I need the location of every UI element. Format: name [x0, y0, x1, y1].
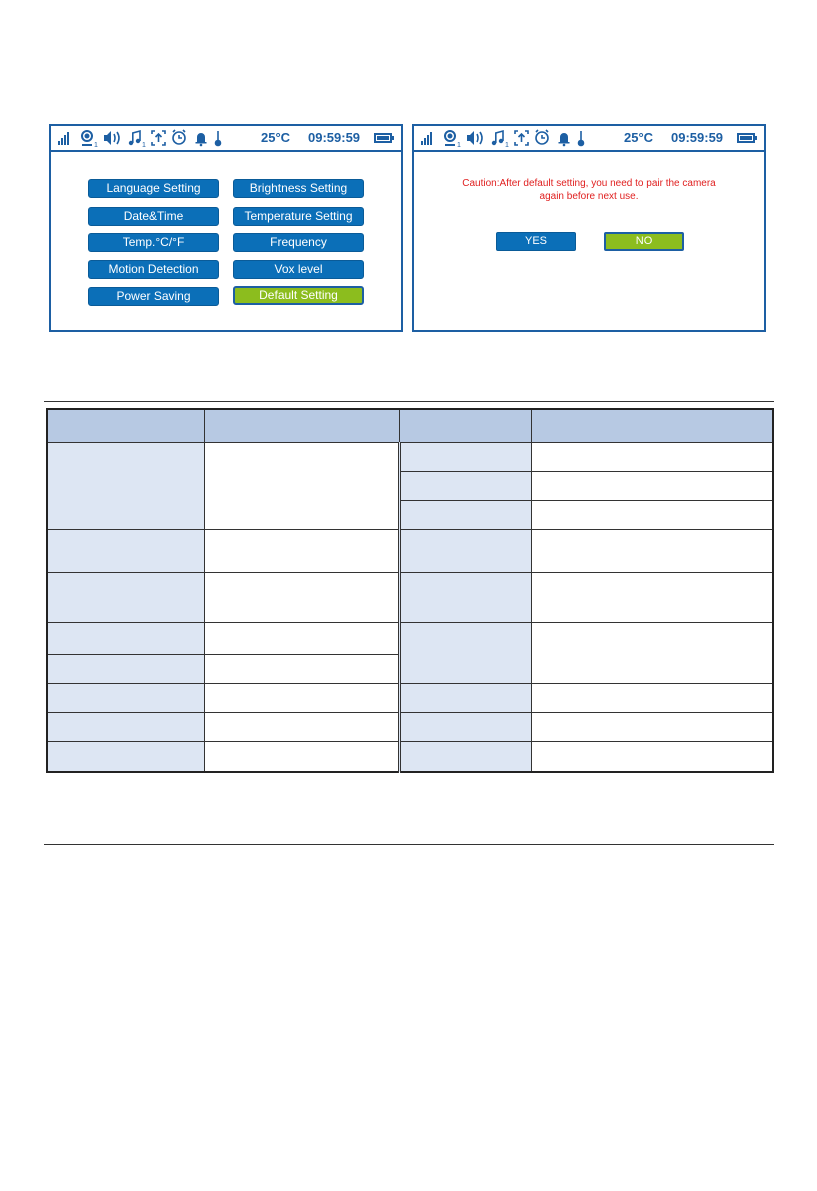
table-cell [399, 442, 531, 471]
table-cell [531, 529, 773, 572]
music-icon [129, 131, 140, 145]
status-icons [51, 126, 241, 150]
caution-line-2: again before next use. [539, 191, 639, 202]
caution-message [414, 177, 764, 203]
table-row [47, 572, 773, 622]
menu-date-time[interactable]: Date&Time [88, 207, 219, 226]
table-cell [399, 622, 531, 683]
menu-power-saving[interactable]: Power Saving [88, 287, 219, 306]
menu-language-setting[interactable]: Language Setting [88, 179, 219, 198]
alarm-clock-icon [173, 130, 185, 144]
camera-index: 1 [457, 142, 461, 149]
menu-brightness-setting[interactable]: Brightness Setting [233, 179, 364, 198]
caution-line-1: Caution:After default setting, you need to pair the camera [462, 178, 716, 189]
table-cell [531, 442, 773, 471]
table-cell [531, 683, 773, 712]
yes-button[interactable]: YES [496, 232, 576, 251]
divider-bottom [44, 844, 774, 845]
table-cell [531, 500, 773, 529]
divider-top [44, 401, 774, 402]
thermometer-icon [579, 131, 584, 146]
speaker-icon [467, 131, 482, 145]
spec-table [46, 408, 774, 773]
menu-vox-level[interactable]: Vox level [233, 260, 364, 279]
temperature-readout: 25°C [624, 130, 654, 145]
table-header-cell [204, 409, 399, 442]
table-cell [204, 654, 399, 683]
status-icons [414, 126, 604, 150]
table-cell [399, 500, 531, 529]
table-cell [47, 741, 204, 772]
table-row [47, 442, 773, 471]
menu-temperature-setting[interactable]: Temperature Setting [233, 207, 364, 226]
table-cell [204, 622, 399, 654]
table-cell [399, 683, 531, 712]
table-cell [47, 529, 204, 572]
table-cell [531, 471, 773, 500]
table-cell [204, 712, 399, 741]
menu-motion-detection[interactable]: Motion Detection [88, 260, 219, 279]
bell-icon [196, 133, 207, 146]
table-cell [204, 442, 399, 529]
zoom-icon [152, 131, 165, 145]
table-cell [47, 622, 204, 654]
table-cell [531, 572, 773, 622]
camera-icon [82, 131, 92, 145]
thermometer-icon [216, 131, 221, 146]
menu-frequency[interactable]: Frequency [233, 233, 364, 252]
temperature-readout: 25°C [261, 130, 291, 145]
table-header-cell [399, 409, 531, 442]
music-index: 1 [505, 142, 509, 149]
table-cell [399, 741, 531, 772]
table-cell [47, 712, 204, 741]
table-row [47, 622, 773, 654]
signal-icon [58, 132, 69, 145]
table-cell [204, 683, 399, 712]
no-button[interactable]: NO [604, 232, 684, 251]
table-cell [399, 572, 531, 622]
music-index: 1 [142, 142, 146, 149]
camera-index: 1 [94, 142, 98, 149]
table-cell [531, 741, 773, 772]
table-cell [399, 471, 531, 500]
camera-icon [445, 131, 455, 145]
table-header-cell [531, 409, 773, 442]
table-cell [204, 529, 399, 572]
clock-readout: 09:59:59 [308, 130, 361, 145]
default-setting-dialog-screen [412, 124, 766, 332]
alarm-clock-icon [536, 130, 548, 144]
table-header-cell [47, 409, 204, 442]
table-cell [204, 741, 399, 772]
settings-menu-screen [49, 124, 403, 332]
bell-icon [559, 133, 570, 146]
menu-default-setting[interactable]: Default Setting [233, 286, 364, 305]
table-header-row [47, 409, 773, 442]
speaker-icon [104, 131, 119, 145]
table-cell [47, 442, 204, 529]
table-cell [531, 622, 773, 683]
table-row [47, 529, 773, 572]
table-cell [399, 529, 531, 572]
table-cell [531, 712, 773, 741]
status-bar [51, 126, 401, 152]
zoom-icon [515, 131, 528, 145]
table-row [47, 741, 773, 772]
table-cell [47, 654, 204, 683]
menu-temp-unit[interactable]: Temp.°C/°F [88, 233, 219, 252]
table-row [47, 712, 773, 741]
clock-readout: 09:59:59 [671, 130, 724, 145]
table-cell [204, 572, 399, 622]
table-cell [47, 683, 204, 712]
status-bar [414, 126, 764, 152]
table-row [47, 683, 773, 712]
battery-icon [737, 133, 755, 143]
battery-icon [374, 133, 392, 143]
music-icon [492, 131, 503, 145]
signal-icon [421, 132, 432, 145]
table-cell [47, 572, 204, 622]
table-cell [399, 712, 531, 741]
